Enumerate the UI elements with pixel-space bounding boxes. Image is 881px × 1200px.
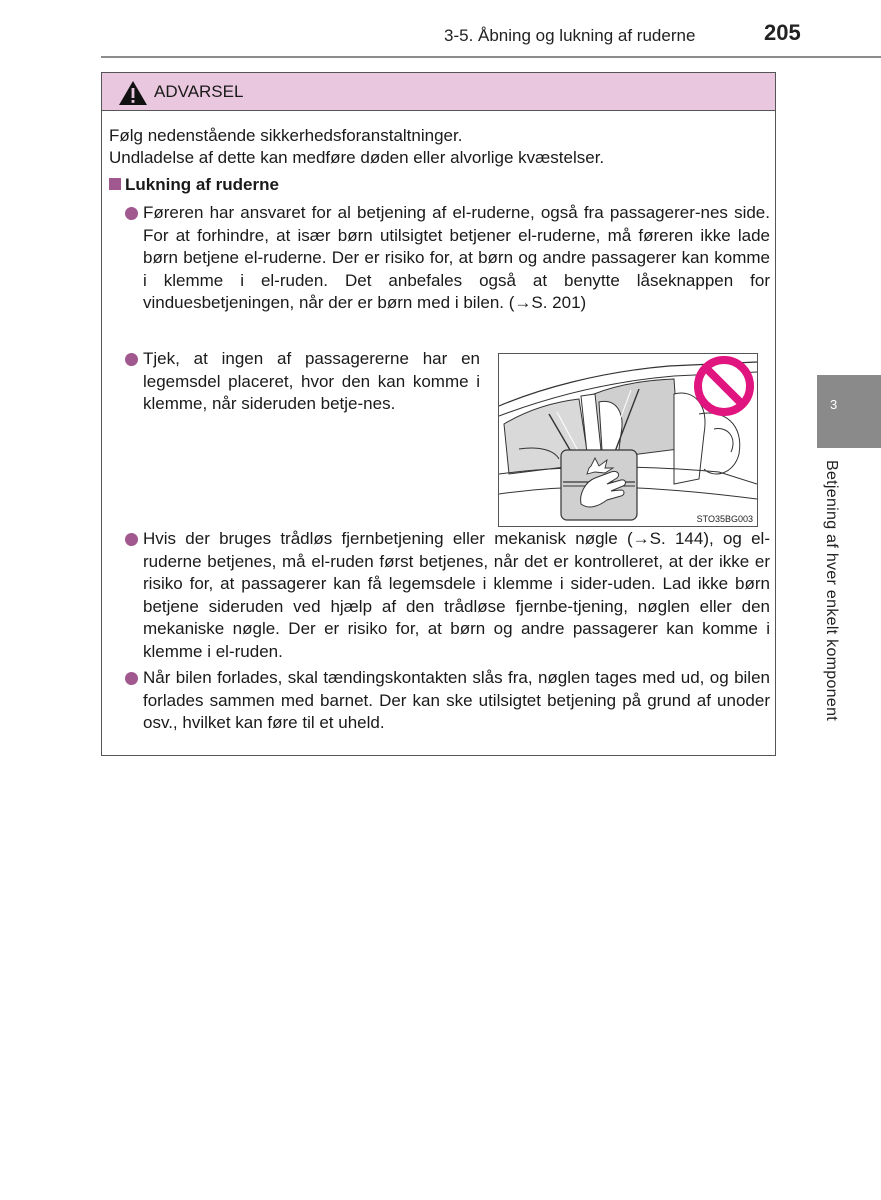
square-bullet-icon	[109, 178, 121, 190]
bullet-item	[143, 348, 480, 416]
warning-intro	[109, 125, 769, 169]
section-heading	[109, 175, 279, 195]
warning-box	[101, 72, 776, 756]
page-number: 205	[764, 20, 801, 45]
bullet-dot-icon	[125, 672, 138, 685]
bullet-dot-icon	[125, 533, 138, 546]
section-heading-text: Lukning af ruderne	[125, 175, 279, 194]
bullet-item	[143, 667, 770, 735]
intro-line-2: Undladelse af dette kan medføre døden eller alvorlige kvæstelser.	[109, 148, 605, 167]
header-divider	[101, 56, 881, 58]
bullet-item	[143, 528, 770, 663]
chapter-number: 3	[830, 397, 838, 412]
bullet-dot-icon	[125, 207, 138, 220]
bullet-text: Tjek, at ingen af passagererne har en legemsdel placeret, hvor den kan komme i klemme, når sideruden betje-nes.	[143, 349, 480, 413]
warning-title: ADVARSEL	[154, 82, 244, 101]
bullet-text: Når bilen forlades, skal tændingskontakten slås fra, nøglen tages med ud, og bilen forlades sammen med barnet. Der kan ske utilsigtet betjening på grund af unoder osv., hvilket kan føre til et uheld.	[143, 668, 770, 732]
chapter-tab	[817, 375, 881, 448]
warning-triangle-icon	[118, 80, 148, 106]
section-title: 3-5. Åbning og lukning af ruderne	[444, 26, 696, 45]
bullet-text: Hvis der bruges trådløs fjernbetjening eller mekanisk nøgle (→S. 144), og el-ruderne betjenes, må el-ruden først betjenes, når det er kontrolleret, at der ikke er risiko for, at passagerer kan få legemsdele i klemme i sider-uden. Lad ikke børn betjene sideruden ved hjælp af den trådløse fjernbe-tjening, nøglen eller den mekaniske nøgle. Der er risiko for, at børn og andre passagerer kan komme i klemme i el-ruden.	[143, 529, 770, 661]
bullet-item	[143, 202, 770, 315]
car-interior-illustration	[499, 354, 757, 526]
intro-line-1: Følg nedenstående sikkerhedsforanstaltninger.	[109, 126, 463, 145]
figure-code: STO35BG003	[696, 514, 753, 524]
chapter-label: Betjening af hver enkelt komponent	[823, 460, 840, 722]
warning-header	[102, 73, 775, 111]
bullet-text: Føreren har ansvaret for al betjening af el-ruderne, også fra passagerer-nes side. For at forhindre, at især børn utilsigtet betjener el-ruderne, må føreren ikke lade børn betjene el-ruderne. Der er risiko for, at børn og andre passagerer kan komme i klemme i el-ruden. Det anbefales også at benytte låseknappen for vinduesbetjeningen, når der er børn med i bilen. (→S. 201)	[143, 203, 770, 312]
bullet-dot-icon	[125, 353, 138, 366]
window-pinch-illustration	[498, 353, 758, 527]
